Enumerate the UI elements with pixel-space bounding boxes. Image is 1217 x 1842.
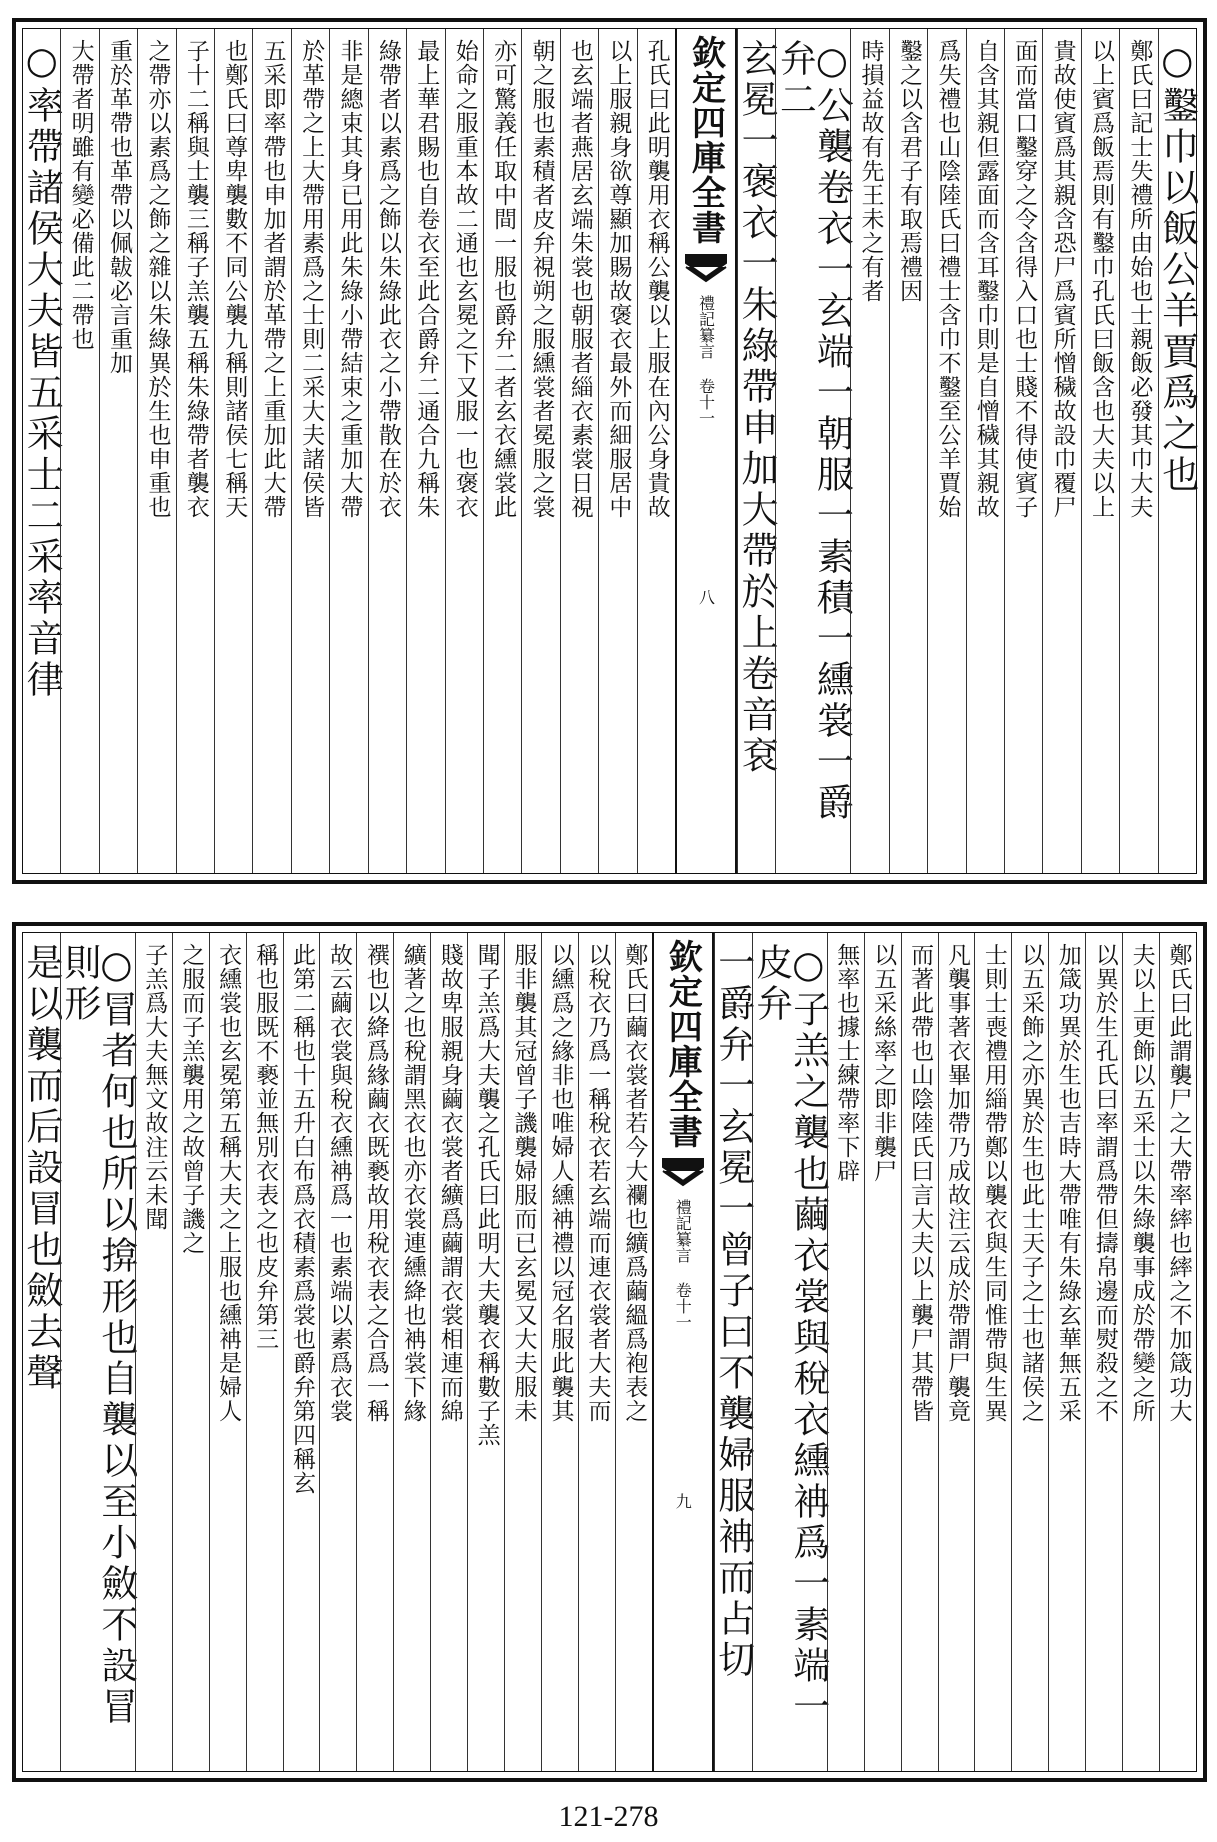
text-column [137,29,175,873]
collection-title: 欽定四庫全書 [685,35,726,245]
text-column [1122,933,1159,1771]
commentary-text: 故云繭衣裳與稅衣纁袡爲一也素端以素爲衣裳 [325,943,352,1423]
commentary-text: 以上服親身欲尊顯加賜故褒衣最外而細服居中 [605,39,632,519]
commentary-text: 大帶者明雖有變必備此二帶也 [67,39,94,351]
commentary-text: 亦可驚義任取中間一服也爵弁二者玄衣纁裳此 [490,39,517,519]
commentary-text: 襈也以絳爲緣繭衣既褻故用稅衣表之合爲一稱 [362,943,389,1423]
commentary-text: 夫以上更飾以五采士以朱綠襲事成於帶變之所 [1128,943,1155,1423]
lower-page [12,922,1207,1782]
center-fold [652,933,714,1771]
text-column [60,29,98,873]
text-column [209,933,246,1771]
commentary-text: 孔氏曰此明襲用衣稱公襲以上服在內公身貴故 [643,39,670,519]
main-text: ○子羔之襲也繭衣裳與稅衣纁袡爲一素端一皮弁 [749,943,830,1728]
upper-page [12,18,1207,884]
text-column [20,29,64,873]
text-column [504,933,541,1771]
text-column [864,933,901,1771]
commentary-text: 最上華君賜也自卷衣至此合爵弁二通合九稱朱 [413,39,440,519]
commentary-text: 以上賓爲飯焉則有鑿巾孔氏曰飯含也大夫以上 [1087,39,1114,519]
commentary-text: 之服而子羔襲用之故曾子譏之 [178,943,205,1255]
main-text: ○公襲卷衣一玄端一朝服一素積一纁裳一爵弁二 [773,39,854,824]
commentary-text: 鄭氏曰記士失禮所由始也士親飯必發其巾大夫 [1126,39,1153,519]
commentary-text: 五采即率帶也申加者謂於革帶之上重加此大帶 [259,39,286,519]
commentary-text: 以五采絲率之即非襲尸 [870,943,897,1183]
commentary-text: 以五采飾之亦異於生也此士天子之士也諸侯之 [1017,943,1044,1423]
commentary-text: 貴故使賓爲其親含恐尸爲賓所憎穢故設巾覆尸 [1049,39,1076,519]
center-fold [675,29,737,873]
commentary-text: 重於革帶也革帶以佩韍必言重加 [106,39,133,375]
text-column [176,29,214,873]
text-column [246,933,283,1771]
commentary-text: 無率也據士練帶率下辟 [833,943,860,1183]
commentary-text: 非是總束其身已用此朱綠小帶結束之重加大帶 [336,39,363,519]
text-column [578,933,615,1771]
text-column [1042,29,1080,873]
main-text: ○冒者何也所以揜形也自襲以至小斂不設冒則形 [57,943,138,1728]
commentary-text: 衣纁裳也玄冕第五稱大夫之上服也纁袡是婦人 [215,943,242,1423]
main-text: 一爵弁一玄冕一曾子曰不襲婦服袡而占切 [711,943,755,1681]
text-column [430,933,467,1771]
text-column [483,29,521,873]
text-column [99,29,137,873]
commentary-text: 士則士喪禮用緇帶鄭以襲衣與生同惟帶與生異 [980,943,1007,1423]
page-number: 121-278 [558,1800,659,1833]
commentary-text: 此第二稱也十五升白布爲衣積素爲裳也爵弁第四稱玄 [289,943,316,1495]
commentary-text: 纊著之也稅謂黑衣也亦衣裳連纁絳也袡裳下緣 [399,943,426,1423]
text-column [735,29,779,873]
text-column [356,933,393,1771]
commentary-text: 凡襲事著衣畢加帶乃成故注云成於帶謂尸襲竟 [944,943,970,1423]
commentary-text: 以纁爲之緣非也唯婦人纁袡禮以冠名服此襲其 [547,943,574,1423]
upper-frame [22,28,1197,874]
main-text: 是以襲而后設冒也斂去聲 [19,943,63,1394]
text-column [406,29,444,873]
text-column [467,933,504,1771]
text-column [749,933,830,1771]
commentary-text: 之帶亦以素爲之飾之雜以朱綠異於生也申重也 [144,39,171,519]
fishtail-ornament-icon [684,253,728,287]
text-column [172,933,209,1771]
chapter-label: 禮記纂言 卷十一 [673,1199,693,1330]
text-column [598,29,636,873]
text-column [901,933,938,1771]
chapter-label: 禮記纂言 卷十一 [696,295,716,426]
text-column [445,29,483,873]
main-text: ○鑿巾以飯公羊賈爲之也 [1155,39,1199,496]
commentary-text: 而著此帶也山陰陸氏曰言大夫以上襲尸其帶皆 [907,943,934,1423]
text-column [827,933,864,1771]
text-column [57,933,138,1771]
main-text: ○率帶諸侯大夫皆五采士二采率音律 [20,39,64,701]
text-column [19,933,63,1771]
text-column [214,29,252,873]
leaf-number: 八 [696,589,716,605]
text-column [283,933,320,1771]
text-column [135,933,172,1771]
text-column [1159,933,1196,1771]
text-column [1085,933,1122,1771]
commentary-text: 也玄端者燕居玄端朱裳也朝服者緇衣素裳日視 [566,39,593,519]
text-column [393,933,430,1771]
commentary-text: 鄭氏曰此謂襲尸之大帶率繂也繂之不加箴功大 [1165,943,1192,1423]
commentary-text: 服非襲其冠曾子譏襲婦服而已玄冕又大夫服未 [510,943,537,1423]
commentary-text: 始命之服重本故二通也玄冕之下又服一也褒衣 [451,39,478,519]
text-column [850,29,888,873]
text-column [637,29,675,873]
text-column [319,933,356,1771]
commentary-text: 朝之服也素積者皮弁視朔之服纁裳者冕服之裳 [528,39,555,519]
commentary-text: 加箴功異於生也吉時大帶唯有朱綠玄華無五采 [1054,943,1081,1423]
text-column [1081,29,1119,873]
text-column [966,29,1004,873]
text-column [329,29,367,873]
collection-title: 欽定四庫全書 [662,939,703,1149]
commentary-text: 子十二稱與士襲三稱子羔襲五稱朱綠帶者襲衣 [182,39,209,519]
commentary-text: 鑿之以含君子有取焉禮因 [895,39,922,303]
lower-columns [19,933,1196,1771]
text-column [252,29,290,873]
text-column [368,29,406,873]
text-column [773,29,854,873]
text-column [560,29,598,873]
text-column [1119,29,1157,873]
text-column [1004,29,1042,873]
text-column [974,933,1011,1771]
text-column [889,29,927,873]
text-column [1048,933,1085,1771]
text-column [541,933,578,1771]
text-column [938,933,975,1771]
commentary-text: 爲失禮也山陰陸氏曰禮士含巾不鑿至公羊賈始 [934,39,961,519]
text-column [1011,933,1048,1771]
commentary-text: 賤故卑服親身繭衣裳者纊爲繭謂衣裳相連而綿 [436,943,463,1423]
leaf-number: 九 [673,1493,693,1509]
commentary-text: 時損益故有先王未之有者 [857,39,884,303]
fishtail-ornament-icon [661,1157,705,1191]
text-column [521,29,559,873]
commentary-text: 自含其親但露面而含耳鑿巾則是自憎穢其親故 [972,39,999,519]
text-column [1155,29,1199,873]
commentary-text: 也鄭氏曰尊卑襲數不同公襲九稱則諸侯七稱天 [221,39,248,519]
commentary-text: 子羔爲大夫無文故注云未聞 [141,943,168,1231]
commentary-text: 以異於生孔氏曰率謂爲帶但擣帛邊而熨殺之不 [1091,943,1118,1423]
commentary-text: 以稅衣乃爲一稱稅衣若玄端而連衣裳者大夫而 [584,943,611,1423]
commentary-text: 面而當口鑿穿之令含得入口也士賤不得使賓子 [1011,39,1038,519]
text-column [711,933,755,1771]
text-column [927,29,965,873]
commentary-text: 於革帶之上大帶用素爲之士則二采大夫諸侯皆 [298,39,325,519]
text-column [291,29,329,873]
upper-columns [20,29,1199,873]
commentary-text: 聞子羔爲大夫襲之孔氏曰此明大夫襲衣稱數子羔 [473,943,500,1447]
text-column [615,933,652,1771]
lower-frame [19,932,1197,1772]
commentary-text: 鄭氏曰繭衣裳者若今大襴也纊爲繭縕爲袍表之 [621,943,648,1423]
main-text: 玄冕一褒衣一朱綠帶申加大帶於上卷音袞 [735,39,779,777]
commentary-text: 綠帶者以素爲之飾以朱綠此衣之小帶散在於衣 [374,39,401,519]
commentary-text: 稱也服既不褻並無別衣表之也皮弁第三 [252,943,279,1351]
